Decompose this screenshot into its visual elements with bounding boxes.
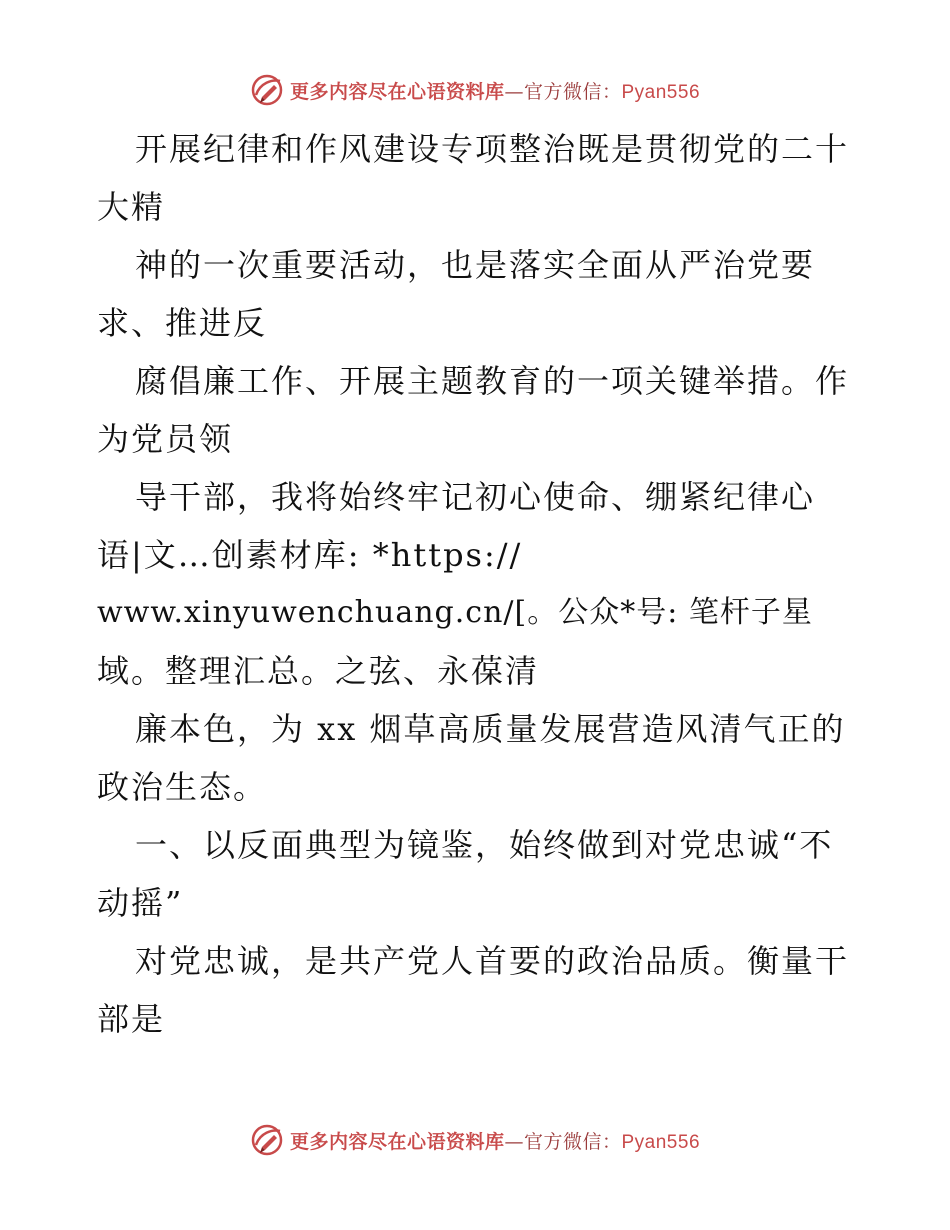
watermark-middle: —官方微信： (504, 1130, 622, 1153)
text-line: 导干部，我将始终牢记初心使命、绷紧纪律心 (135, 478, 816, 516)
text-line: 大精 (97, 188, 166, 226)
text-line: 廉本色，为 xx 烟草高质量发展营造风清气正的 (135, 710, 846, 748)
text-line: 一、以反面典型为镜鉴，始终做到对党忠诚“不 (135, 826, 834, 864)
footer-watermark (0, 1120, 950, 1160)
watermark-middle: —官方微信： (504, 80, 622, 103)
text-line: www.xinyuwenchuang.cn/[。公众*号: 笔杆子星 (97, 595, 813, 630)
watermark-prefix: 更多内容尽在心语资料库 (289, 1130, 505, 1153)
text-line: 部是 (97, 1000, 166, 1038)
header-watermark (0, 70, 950, 110)
text-line: 腐倡廉工作、开展主题教育的一项关键举措。作 (135, 362, 850, 400)
text-line: 语|文…创素材库: *https:// (97, 536, 523, 574)
text-line: 求、推进反 (97, 304, 268, 342)
text-line: 政治生态。 (97, 768, 268, 806)
watermark-id: Pyan556 (621, 81, 701, 103)
text-line: 对党忠诚，是共产党人首要的政治品质。衡量干 (135, 942, 850, 980)
pen-logo-icon (250, 1123, 284, 1157)
watermark-text (290, 77, 700, 104)
text-line: 为党员领 (97, 420, 234, 458)
watermark-text (290, 1127, 700, 1154)
watermark-id: Pyan556 (621, 1131, 701, 1153)
text-line: 神的一次重要活动，也是落实全面从严治党要 (135, 246, 816, 284)
text-line: 开展纪律和作风建设专项整治既是贯彻党的二十 (135, 130, 850, 168)
pen-logo-icon (250, 73, 284, 107)
text-line: 动摇” (97, 884, 184, 922)
watermark-prefix: 更多内容尽在心语资料库 (289, 80, 505, 103)
text-line: 域。整理汇总。之弦、永葆清 (97, 652, 540, 690)
document-body (97, 120, 857, 1048)
